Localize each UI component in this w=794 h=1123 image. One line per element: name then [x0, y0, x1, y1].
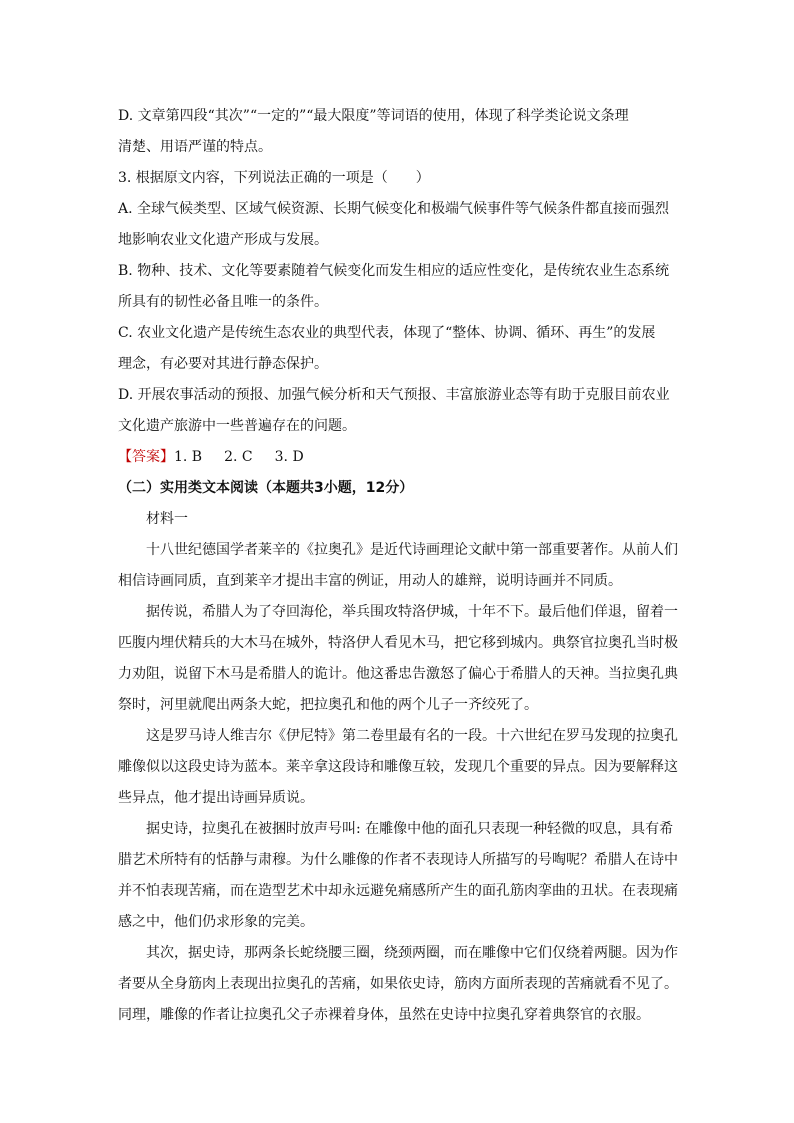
- paragraph-line: 这是罗马诗人维吉尔《伊尼特》第二卷里最有名的一段。十六世纪在罗马发现的拉奥孔: [146, 728, 678, 744]
- paragraph-line: 并不怕表现苦痛，而在造型艺术中却永远避免痛感所产生的面孔筋肉挛曲的丑状。在表现痛: [118, 883, 678, 899]
- answer-line: [118, 442, 676, 473]
- option-d-line: D. 开展农事活动的预报、加强气候分析和天气预报、丰富旅游业态等有助于克服目前农业: [118, 387, 670, 403]
- paragraph-line: 些异点，他才提出诗画异质说。: [118, 790, 314, 806]
- answer-tag: 【答案】: [118, 449, 174, 465]
- text-line: 地影响农业文化遗产形成与发展。: [118, 232, 328, 248]
- answer-2: 2. C: [224, 449, 253, 465]
- paragraph-line: 据传说，希腊人为了夺回海伦，举兵围攻特洛伊城，十年不下。最后他们佯退，留着一: [146, 604, 678, 620]
- paragraph-line: 据史诗，拉奥孔在被捆时放声号叫: 在雕像中他的面孔只表现一种轻微的叹息，具有希: [146, 821, 674, 837]
- material-label: 材料一: [146, 511, 188, 527]
- paragraph-line: 感之中，他们仍求形象的完美。: [118, 914, 314, 930]
- answer-3: 3. D: [274, 449, 304, 465]
- answer-1: 1. B: [174, 449, 203, 465]
- question-line: 3. 根据原文内容，下列说法正确的一项是（ ）: [118, 170, 430, 186]
- paragraph-line: 同理，雕像的作者让拉奥孔父子赤裸着身体，虽然在史诗中拉奥孔穿着典祭官的衣服。: [118, 1007, 650, 1023]
- text-line: 文化遗产旅游中一些普遍存在的问题。: [118, 418, 356, 434]
- section-title: （二）实用类文本阅读（本题共3小题，12分）: [118, 480, 414, 496]
- paragraph-line: 祭时，河里就爬出两条大蛇，把拉奥孔和他的两个儿子一齐绞死了。: [118, 697, 538, 713]
- paragraph-line: 雕像似以这段史诗为蓝本。莱辛拿这段诗和雕像互较，发现几个重要的异点。因为要解释这: [118, 759, 678, 775]
- paragraph-line: 其次，据史诗，那两条长蛇绕腰三圈，绕颈两圈，而在雕像中它们仅绕着两腿。因为作: [146, 945, 678, 961]
- option-b-line: B. 物种、技术、文化等要素随着气候变化而发生相应的适应性变化，是传统农业生态系统: [118, 263, 670, 279]
- paragraph-line: 腊艺术所特有的恬静与肃穆。为什么雕像的作者不表现诗人所描写的号啕呢？希腊人在诗中: [118, 852, 678, 868]
- option-a-line: A. 全球气候类型、区域气候资源、长期气候变化和极端气候事件等气候条件都直接而强烈: [118, 201, 670, 217]
- text-line: D. 文章第四段“其次”“一定的”“最大限度”等词语的使用，体现了科学类论说文条理: [118, 108, 629, 124]
- paragraph-line: 者要从全身筋肉上表现出拉奥孔的苦痛，如果依史诗，筋肉方面所表现的苦痛就看不见了。: [118, 976, 678, 992]
- paragraph-4: [118, 814, 676, 938]
- paragraph-line: 力劝阻，说留下木马是希腊人的诡计。他这番忠告激怒了偏心于希腊人的天神。当拉奥孔典: [118, 666, 678, 682]
- paragraph-5: [118, 938, 676, 1031]
- paragraph-line: 相信诗画同质，直到莱辛才提出丰富的例证，用动人的雄辩，说明诗画并不同质。: [118, 573, 622, 589]
- paragraph-2: [118, 597, 676, 721]
- text-line: 所具有的韧性必备且唯一的条件。: [118, 294, 328, 310]
- text-line: 清楚、用语严谨的特点。: [118, 139, 272, 155]
- paragraph-3: [118, 721, 676, 814]
- document-body: [118, 101, 676, 1031]
- paragraph-line: 十八世纪德国学者莱辛的《拉奥孔》是近代诗画理论文献中第一部重要著作。从前人们: [146, 542, 678, 558]
- option-c-line: C. 农业文化遗产是传统生态农业的典型代表，体现了“整体、协调、循环、再生”的发展: [118, 325, 656, 341]
- paragraph-line: 匹腹内埋伏精兵的大木马在城外，特洛伊人看见木马，把它移到城内。典祭官拉奥孔当时极: [118, 635, 678, 651]
- text-line: 理念，有必要对其进行静态保护。: [118, 356, 328, 372]
- paragraph-1: [118, 535, 676, 597]
